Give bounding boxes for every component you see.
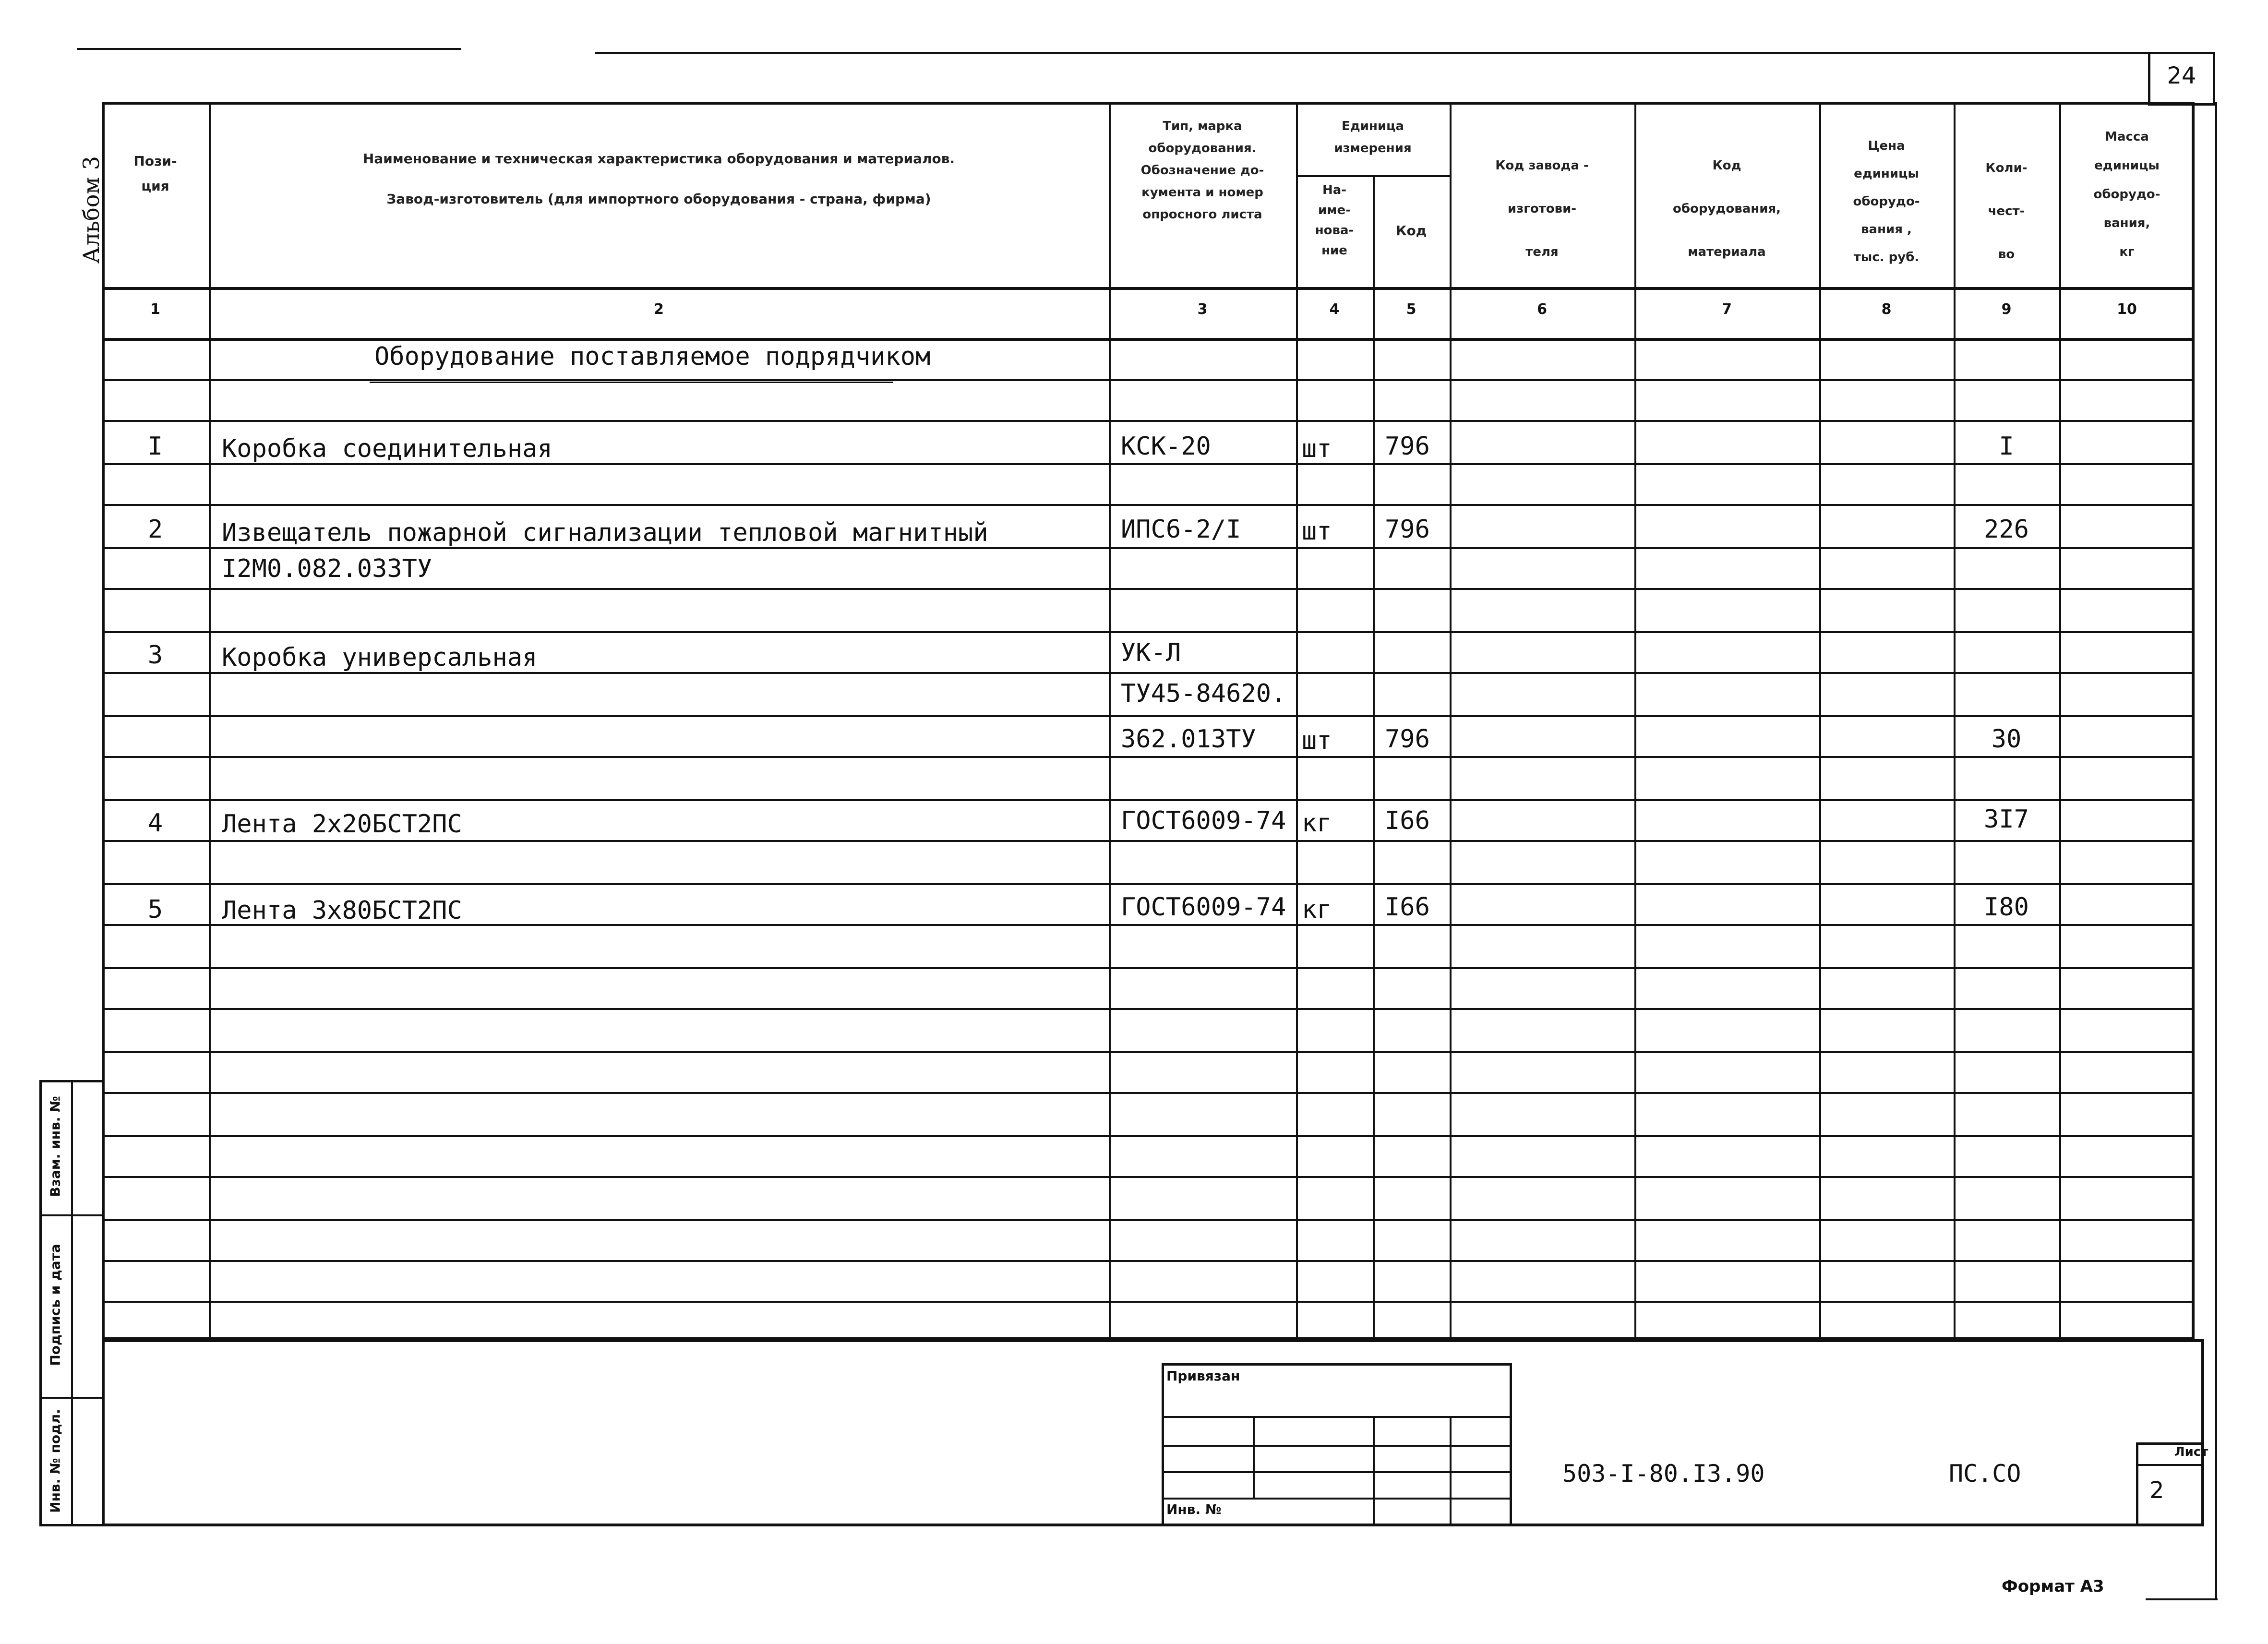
colnum-5: 5	[1406, 301, 1416, 318]
row-line	[102, 715, 2195, 717]
side-stamp-divider	[71, 1080, 73, 1526]
bottom-margin-line	[2146, 1598, 2218, 1600]
row-line	[102, 756, 2195, 758]
doc-mark: ПС.СО	[1949, 1460, 2021, 1488]
row-2-name-cont: I2М0.082.033ТУ	[222, 554, 432, 583]
colnum-1: 1	[150, 301, 160, 318]
row-5-type: ГОСТ6009-74	[1121, 893, 1286, 922]
sheet-box-divider	[2136, 1464, 2204, 1466]
side-stamp-row	[39, 1214, 105, 1216]
row-5-pos: 5	[147, 895, 163, 924]
row-5-code: I66	[1385, 893, 1430, 922]
row-line	[102, 1219, 2195, 1221]
colnum-10: 10	[2117, 301, 2137, 318]
header-quantity: Коли- чест- во	[1985, 161, 2028, 262]
privyazan-row	[1162, 1471, 1512, 1473]
sheet-number: 2	[2149, 1477, 2164, 1504]
row-3-qty: 30	[1991, 725, 2022, 754]
inv-no-label: Инв. №	[1166, 1501, 1222, 1517]
row-2-unit: шт	[1302, 517, 1332, 546]
row-5-unit: кг	[1302, 895, 1332, 924]
top-rule-left	[77, 48, 461, 50]
header-price: Цена единицы оборудо- вания , тыс. руб.	[1853, 139, 1920, 264]
colnum-9: 9	[2001, 301, 2012, 318]
row-1-pos: I	[147, 432, 163, 461]
row-line	[102, 631, 2195, 633]
row-2-code: 796	[1385, 515, 1430, 544]
section-title: Оборудование поставляемое подрядчиком	[374, 342, 931, 371]
row-line	[102, 883, 2195, 885]
row-line	[102, 588, 2195, 590]
side-inv-izm: Взам. инв. №	[47, 1096, 63, 1197]
col-line-6	[1634, 102, 1636, 1340]
row-line	[102, 1260, 2195, 1262]
colnum-7: 7	[1722, 301, 1732, 318]
col-line-8	[1954, 102, 1956, 1340]
row-4-pos: 4	[147, 809, 163, 838]
side-sign-date: Подпись и дата	[47, 1244, 63, 1366]
header-name: Наименование и техническая характеристика оборудования и материалов. Завод-изготовитель (для импортного оборудования - страна, фирма)	[362, 151, 955, 207]
header-type: Тип, марка оборудования. Обозначение до- кумента и номер опросного листа	[1140, 119, 1264, 222]
row-2-pos: 2	[147, 515, 163, 544]
row-3-unit: шт	[1302, 726, 1332, 755]
row-line	[102, 504, 2195, 506]
row-1-unit: шт	[1302, 434, 1332, 463]
colnum-6: 6	[1537, 301, 1547, 318]
row-5-name: Лента 3х80БСТ2ПС	[222, 896, 462, 925]
col-line-2	[1109, 102, 1111, 1340]
privyazan-row	[1162, 1416, 1512, 1418]
row-5-qty: I80	[1984, 893, 2029, 922]
side-inv-podl: Инв. № подл.	[47, 1409, 63, 1513]
colnum-2: 2	[654, 301, 664, 318]
row-line	[102, 1301, 2195, 1303]
top-rule-right	[595, 52, 2208, 54]
row-1-name: Коробка соединительная	[222, 434, 552, 463]
format-label: Формат А3	[2002, 1577, 2104, 1596]
row-line	[102, 1135, 2195, 1137]
row-line	[102, 967, 2195, 969]
privyazan-col	[1253, 1416, 1255, 1498]
row-3-type: УК-Л	[1121, 638, 1181, 667]
row-4-name: Лента 2х20БСТ2ПС	[222, 810, 462, 839]
row-3-pos: 3	[147, 641, 163, 670]
privyazan-row	[1162, 1498, 1512, 1500]
row-3-type-cont: ТУ45-84620.	[1121, 679, 1286, 708]
row-2-type: ИПС6-2/I	[1121, 515, 1241, 544]
privyazan-label: Привязан	[1166, 1368, 1240, 1384]
row-line	[102, 1051, 2195, 1053]
row-4-unit: кг	[1302, 809, 1332, 838]
header-unit-name: На- име- нова- ние	[1315, 183, 1354, 258]
header-unit-code: Код	[1395, 223, 1427, 239]
row-2-qty: 226	[1984, 515, 2029, 544]
title-block-frame	[102, 1339, 2204, 1526]
colnum-3: 3	[1197, 301, 1208, 318]
right-margin-line	[2215, 102, 2217, 1599]
header-position: Пози- ция	[133, 153, 177, 194]
row-line	[102, 799, 2195, 801]
col-line-1	[209, 102, 211, 1340]
privyazan-col	[1373, 1416, 1375, 1526]
colnum-8: 8	[1881, 301, 1892, 318]
row-line	[102, 1008, 2195, 1010]
row-1-code: 796	[1385, 432, 1430, 461]
header-mass: Масса единицы оборудо- вания, кг	[2093, 130, 2160, 259]
header-unit-group: Единица измерения	[1334, 119, 1412, 156]
col-line-7	[1819, 102, 1821, 1340]
row-4-code: I66	[1385, 806, 1430, 835]
header-divider	[102, 287, 2195, 290]
page-number: 24	[2167, 62, 2196, 89]
row-1-qty: I	[1999, 432, 2014, 461]
row-3-code: 796	[1385, 725, 1430, 754]
row-1-type: КСК-20	[1121, 432, 1211, 461]
row-3-name: Коробка универсальная	[222, 643, 538, 672]
section-title-underline	[370, 382, 893, 383]
row-line	[102, 420, 2195, 422]
row-line	[102, 1092, 2195, 1094]
col-line-9	[2059, 102, 2061, 1340]
row-3-type-cont2: 362.013ТУ	[1121, 725, 1256, 754]
privyazan-col	[1450, 1416, 1452, 1526]
header-maker-code: Код завода - изготови- теля	[1495, 158, 1589, 259]
colnum-4: 4	[1329, 301, 1340, 318]
col-line-3	[1296, 102, 1298, 1340]
row-line	[102, 1176, 2195, 1178]
row-2-name: Извещатель пожарной сигнализации тепловой магнитный	[222, 518, 988, 547]
header-equipment-code: Код оборудования, материала	[1672, 158, 1781, 259]
row-4-qty: 3I7	[1984, 805, 2029, 834]
sheet-label: Лист	[2174, 1445, 2208, 1459]
row-4-type: ГОСТ6009-74	[1121, 806, 1286, 835]
album-label: Альбом 3	[78, 156, 104, 264]
doc-code: 503-I-80.I3.90	[1562, 1460, 1765, 1488]
row-line	[102, 379, 2195, 381]
privyazan-row	[1162, 1445, 1512, 1447]
col-line-5	[1450, 102, 1452, 1340]
